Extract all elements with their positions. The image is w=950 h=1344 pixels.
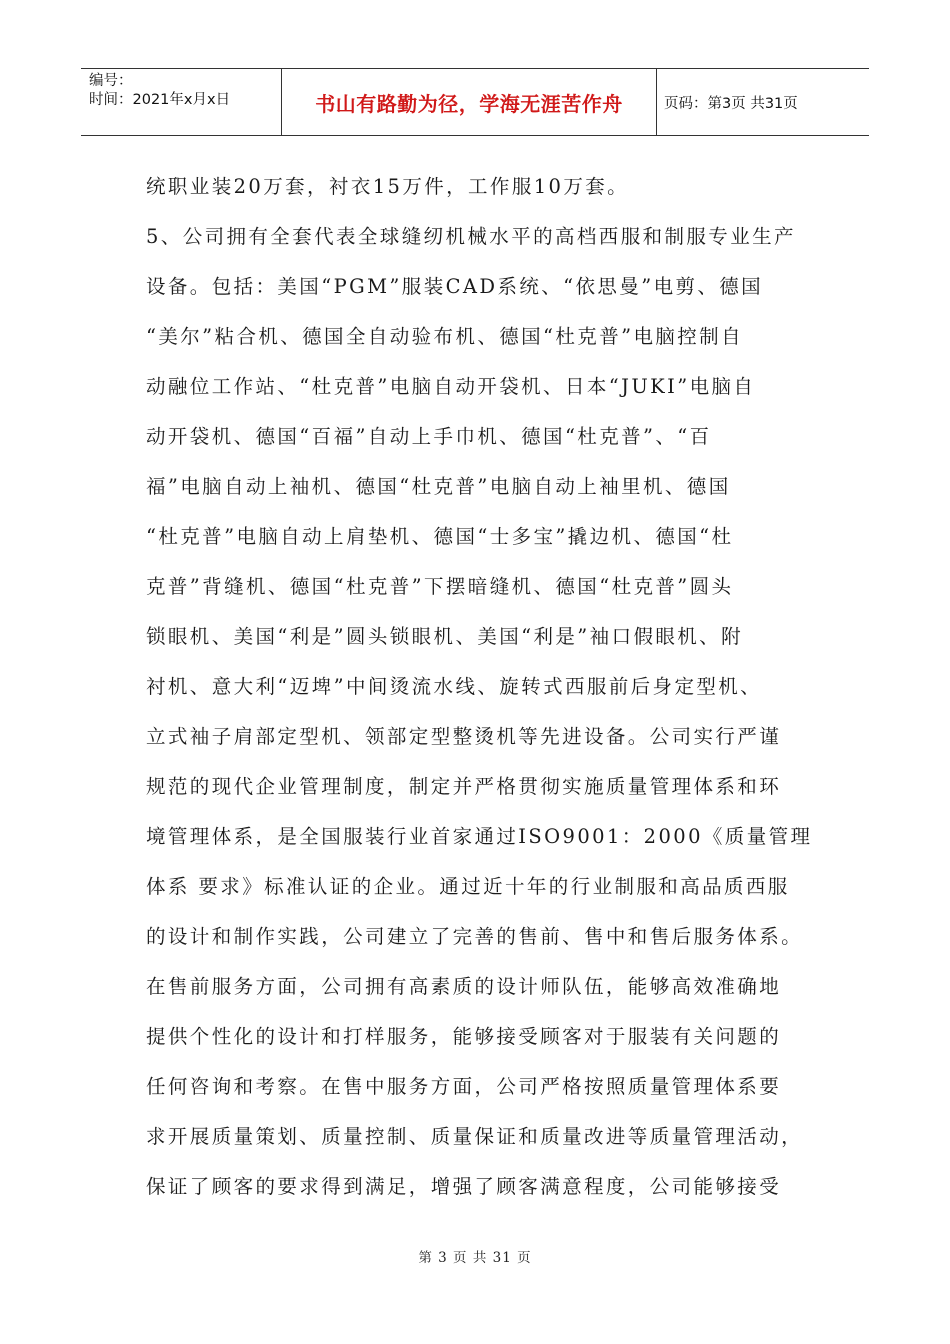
page-footer: 第 3 页 共 31 页 xyxy=(418,1250,532,1266)
text-line: 动开袋机、德国“百福”自动上手巾机、德国“杜克普”、“百 xyxy=(146,425,712,448)
body-text xyxy=(146,162,813,1212)
text-line: 统职业装20万套，衬衣15万件，工作服10万套。 xyxy=(146,175,630,198)
text-line: 体系 要求》标准认证的企业。通过近十年的行业制服和高品质西服 xyxy=(146,875,790,898)
text-line: 设备。包括：美国“PGM”服装CAD系统、“依思曼”电剪、德国 xyxy=(146,275,764,298)
text-line: 锁眼机、美国“利是”圆头锁眼机、美国“利是”袖口假眼机、附 xyxy=(146,625,743,648)
text-line: 任何咨询和考察。在售中服务方面，公司严格按照质量管理体系要 xyxy=(146,1075,782,1098)
text-line: 福”电脑自动上袖机、德国“杜克普”电脑自动上袖里机、德国 xyxy=(146,475,731,498)
text-line: 动融位工作站、“杜克普”电脑自动开袋机、日本“JUKI”电脑自 xyxy=(146,375,756,398)
text-line: 衬机、意大利“迈埤”中间烫流水线、旋转式西服前后身定型机、 xyxy=(146,675,763,698)
header-page-code: 页码：第3页 共31页 xyxy=(664,95,798,112)
text-line: 5、公司拥有全套代表全球缝纫机械水平的高档西服和制服专业生产 xyxy=(146,225,796,248)
text-line: 求开展质量策划、质量控制、质量保证和质量改进等质量管理活动， xyxy=(146,1125,804,1148)
text-line: 的设计和制作实践，公司建立了完善的售前、售中和售后服务体系。 xyxy=(146,925,804,948)
document-number: 编号： xyxy=(89,73,133,89)
text-line: 保证了顾客的要求得到满足，增强了顾客满意程度，公司能够接受 xyxy=(146,1175,782,1198)
text-line: 在售前服务方面，公司拥有高素质的设计师队伍，能够高效准确地 xyxy=(146,975,782,998)
text-line: “杜克普”电脑自动上肩垫机、德国“士多宝”撬边机、德国“杜 xyxy=(146,525,734,548)
header-meta xyxy=(81,69,282,135)
header-motto: 书山有路勤为径，学海无涯苦作舟 xyxy=(282,69,657,135)
text-line: 规范的现代企业管理制度，制定并严格贯彻实施质量管理体系和环 xyxy=(146,775,782,798)
document-time: 时间：2021年x月x日 xyxy=(89,92,231,108)
text-line: 提供个性化的设计和打样服务，能够接受顾客对于服装有关问题的 xyxy=(146,1025,782,1048)
text-line: “美尔”粘合机、德国全自动验布机、德国“杜克普”电脑控制自 xyxy=(146,325,743,348)
page-header xyxy=(81,68,869,136)
text-line: 境管理体系，是全国服装行业首家通过ISO9001：2000《质量管理 xyxy=(146,825,813,848)
text-line: 立式袖子肩部定型机、领部定型整烫机等先进设备。公司实行严谨 xyxy=(146,725,782,748)
text-line: 克普”背缝机、德国“杜克普”下摆暗缝机、德国“杜克普”圆头 xyxy=(146,575,734,598)
